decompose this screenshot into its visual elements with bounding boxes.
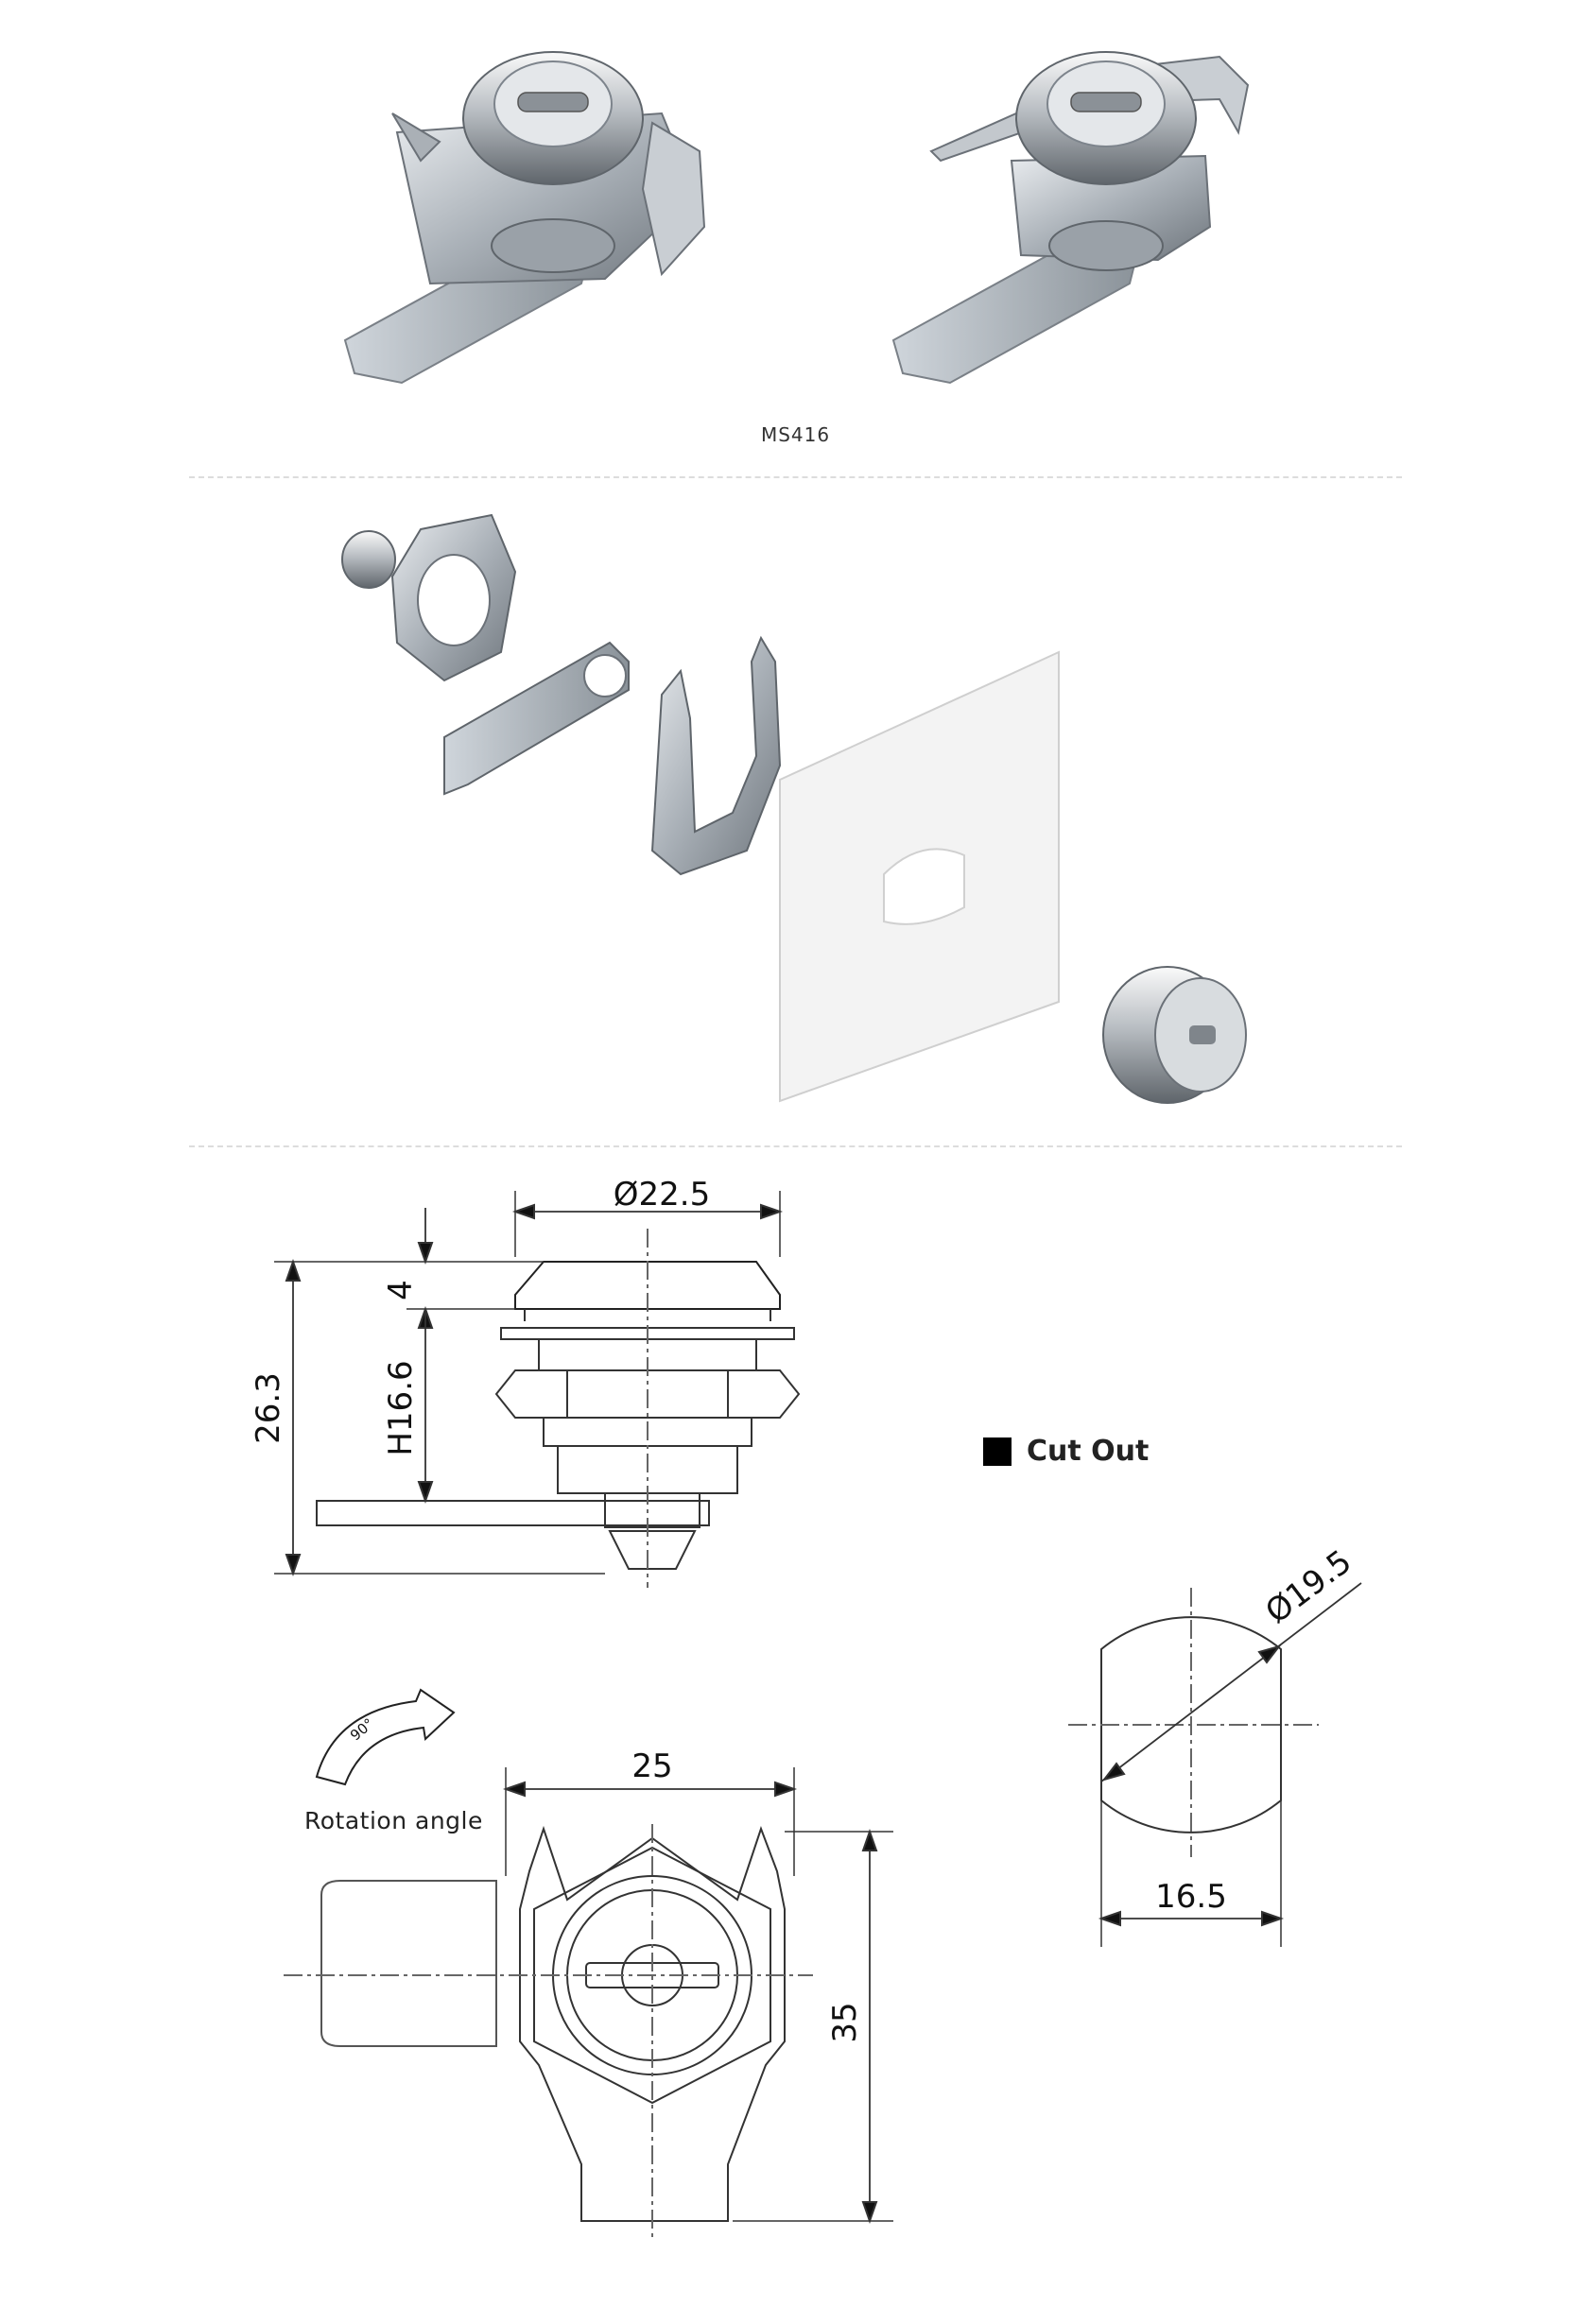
side-view-drawing [274, 1191, 799, 1588]
dim-head-height: 4 [382, 1280, 420, 1300]
rotation-label: Rotation angle [304, 1807, 483, 1834]
legend-square-icon [983, 1437, 1012, 1466]
dim-width: 25 [631, 1747, 673, 1785]
dim-head-diameter: Ø22.5 [613, 1176, 711, 1214]
model-caption: MS416 [760, 423, 831, 446]
top-view-drawing [284, 1767, 893, 2240]
dim-length: 35 [826, 2002, 864, 2043]
dim-total-height: 26.3 [250, 1372, 287, 1444]
dim-body-height: H16.6 [382, 1360, 420, 1456]
cut-out-label: Cut Out [1027, 1435, 1150, 1468]
dim-cutout-diameter: Ø19.5 [1258, 1542, 1359, 1632]
rotation-angle-value: 90° [347, 1714, 377, 1745]
cut-out-legend [983, 1435, 1149, 1468]
rotation-arrow-icon [317, 1690, 454, 1784]
dim-cutout-flat: 16.5 [1155, 1878, 1227, 1916]
